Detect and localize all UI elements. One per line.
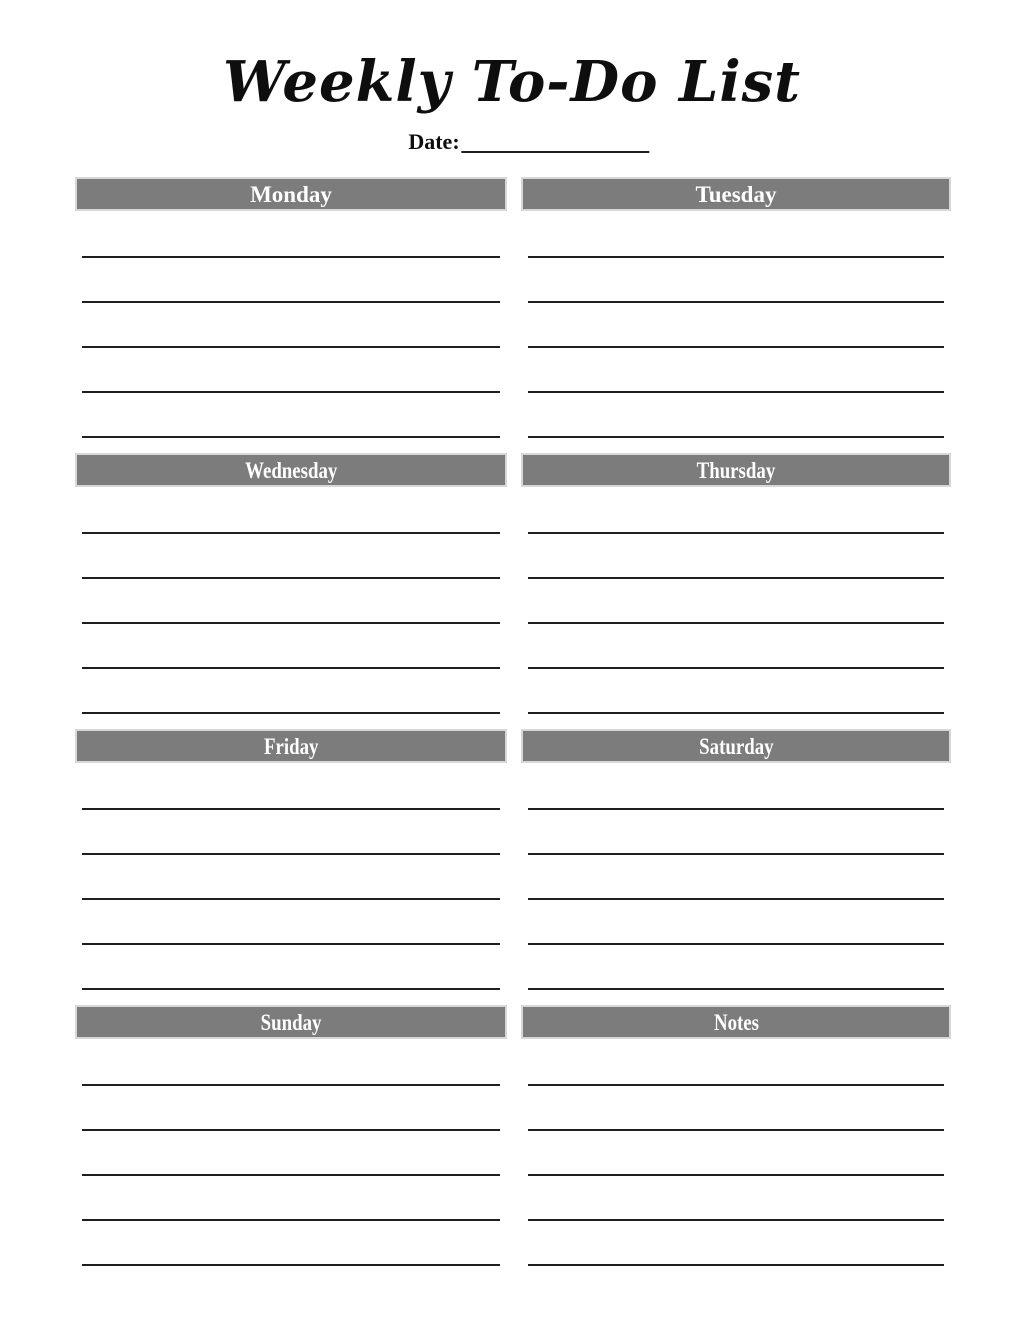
- section-tuesday: [521, 177, 951, 453]
- writing-line: [528, 810, 944, 855]
- writing-line: [82, 810, 500, 855]
- section-lines: [75, 211, 507, 438]
- writing-line: [82, 258, 500, 303]
- section-friday: [75, 729, 507, 1005]
- writing-line: [82, 765, 500, 810]
- writing-line: [528, 945, 944, 990]
- writing-line: [82, 1176, 500, 1221]
- writing-line: [82, 534, 500, 579]
- section-header-label: Friday: [263, 733, 319, 759]
- section-header-bar: [521, 177, 951, 211]
- writing-line: [528, 624, 944, 669]
- writing-line: [82, 1131, 500, 1176]
- section-saturday: [521, 729, 951, 1005]
- writing-line: [82, 1086, 500, 1131]
- writing-line: [528, 534, 944, 579]
- writing-line: [82, 624, 500, 669]
- section-lines: [521, 1039, 951, 1266]
- section-lines: [75, 1039, 507, 1266]
- writing-line: [528, 765, 944, 810]
- section-header-label: Sunday: [260, 1009, 322, 1035]
- writing-line: [82, 855, 500, 900]
- writing-line: [82, 1041, 500, 1086]
- section-header-bar: [521, 729, 951, 763]
- section-lines: [75, 763, 507, 990]
- section-header-bar: [521, 453, 951, 487]
- writing-line: [528, 855, 944, 900]
- section-lines: [521, 487, 951, 714]
- section-wednesday: [75, 453, 507, 729]
- writing-line: [528, 1131, 944, 1176]
- section-header-label: Thursday: [696, 457, 776, 483]
- writing-line: [528, 1086, 944, 1131]
- writing-line: [528, 669, 944, 714]
- writing-line: [528, 1041, 944, 1086]
- writing-line: [528, 579, 944, 624]
- section-thursday: [521, 453, 951, 729]
- writing-line: [82, 348, 500, 393]
- writing-line: [82, 579, 500, 624]
- writing-line: [528, 1176, 944, 1221]
- section-lines: [521, 763, 951, 990]
- section-monday: [75, 177, 507, 453]
- section-header-bar: [75, 1005, 507, 1039]
- writing-line: [528, 489, 944, 534]
- writing-line: [82, 945, 500, 990]
- section-lines: [75, 487, 507, 714]
- section-header-bar: [521, 1005, 951, 1039]
- section-header-label: Monday: [250, 181, 332, 207]
- writing-line: [82, 303, 500, 348]
- section-header-label: Tuesday: [695, 181, 777, 207]
- date-row: [408, 131, 649, 153]
- writing-line: [82, 489, 500, 534]
- writing-line: [528, 303, 944, 348]
- writing-line: [82, 393, 500, 438]
- writing-line: [528, 393, 944, 438]
- writing-line: [528, 348, 944, 393]
- section-header-label: Notes: [713, 1009, 759, 1035]
- section-sunday: [75, 1005, 507, 1281]
- section-header-bar: [75, 177, 507, 211]
- writing-line: [528, 900, 944, 945]
- date-label: Date:: [408, 129, 460, 154]
- section-header-bar: [75, 453, 507, 487]
- section-header-bar: [75, 729, 507, 763]
- section-lines: [521, 211, 951, 438]
- writing-line: [528, 213, 944, 258]
- week-grid: [75, 177, 951, 1281]
- date-blank-line: [462, 133, 650, 153]
- section-header-label: Wednesday: [244, 457, 338, 483]
- section-header-label: Saturday: [698, 733, 774, 759]
- writing-line: [82, 900, 500, 945]
- writing-line: [528, 258, 944, 303]
- page-title: Weekly To-Do List: [223, 49, 801, 115]
- writing-line: [82, 1221, 500, 1266]
- section-notes: [521, 1005, 951, 1281]
- writing-line: [82, 213, 500, 258]
- writing-line: [82, 669, 500, 714]
- writing-line: [528, 1221, 944, 1266]
